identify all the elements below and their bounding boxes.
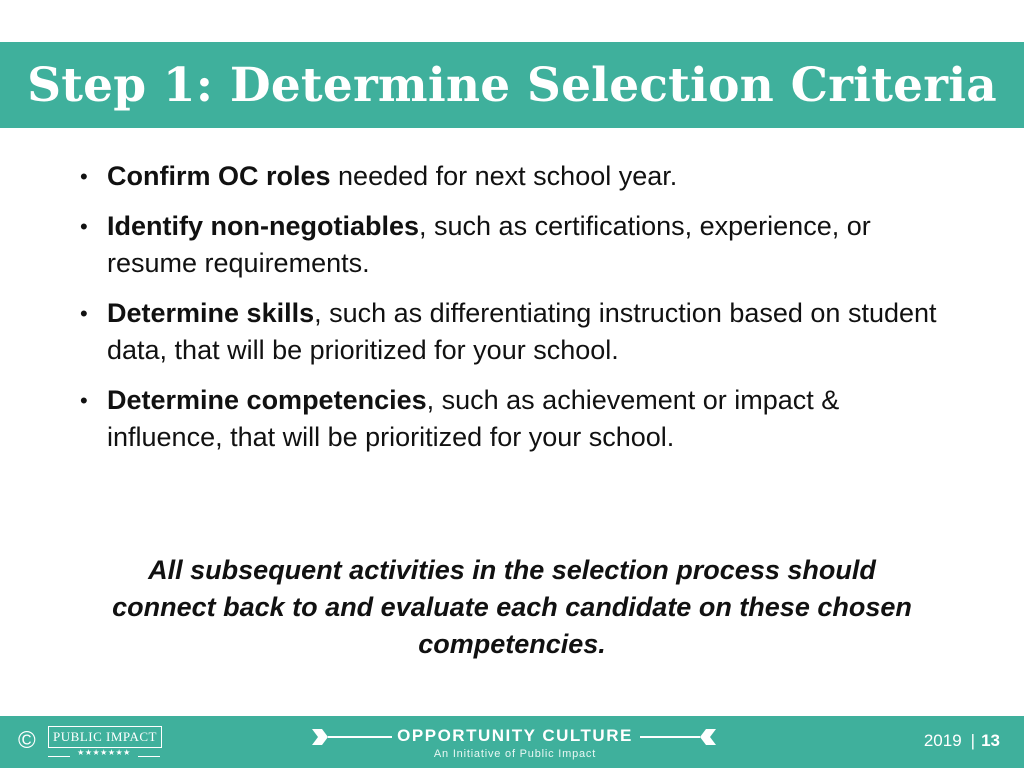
logo-divider-left — [48, 756, 70, 757]
page-separator: | — [970, 731, 976, 750]
bullet-text: needed for next school year. — [330, 161, 678, 191]
bullet-dot-icon: • — [80, 214, 88, 239]
bullet-dot-icon: • — [80, 388, 88, 413]
bullet-list — [80, 158, 950, 469]
page-info — [924, 729, 1000, 753]
logo-stars: ★★★★★★★ — [77, 748, 131, 757]
bullet-item — [80, 382, 950, 456]
bullet-emphasis: Identify non-negotiables — [107, 211, 420, 241]
bullet-text: , such as certifications, experience, or resume requirements. — [107, 211, 871, 278]
bullet-text: , such as differentiating instruction based on student data, that will be prioritized for your school. — [107, 298, 937, 365]
bullet-emphasis: Determine competencies — [107, 385, 427, 415]
opportunity-culture-brand — [312, 724, 718, 764]
bullet-dot-icon: • — [80, 164, 88, 189]
bullet-item — [80, 158, 950, 195]
title-band — [0, 42, 1024, 128]
emphasis-statement: All subsequent activities in the selection process should connect back to and evaluate each candidate on these chosen competencies. — [112, 555, 912, 659]
bullet-emphasis: Confirm OC roles — [107, 161, 331, 191]
bullet-item — [80, 295, 950, 369]
brand-title: OPPORTUNITY CULTURE — [397, 726, 633, 745]
brand-rule-right — [640, 736, 700, 738]
slide-title: Step 1: Determine Selection Criteria — [27, 57, 997, 113]
page-year: 2019 — [923, 731, 962, 750]
page-number: 13 — [981, 731, 1000, 750]
bullet-emphasis: Determine skills — [107, 298, 315, 328]
footer-bar — [0, 716, 1024, 768]
public-impact-logo: PUBLIC IMPACT — [48, 726, 162, 748]
arrow-left-icon — [700, 728, 716, 746]
top-strip — [0, 0, 1024, 42]
copyright-icon: © — [18, 727, 36, 754]
logo-divider-right — [138, 756, 160, 757]
bullet-dot-icon: • — [80, 301, 88, 326]
brand-rule-left — [328, 736, 392, 738]
bullet-text: , such as achievement or impact & influence, that will be prioritized for your school. — [107, 385, 840, 452]
arrow-right-icon — [312, 728, 328, 746]
bullet-item — [80, 208, 950, 282]
brand-subtitle: An Initiative of Public Impact — [433, 748, 597, 760]
